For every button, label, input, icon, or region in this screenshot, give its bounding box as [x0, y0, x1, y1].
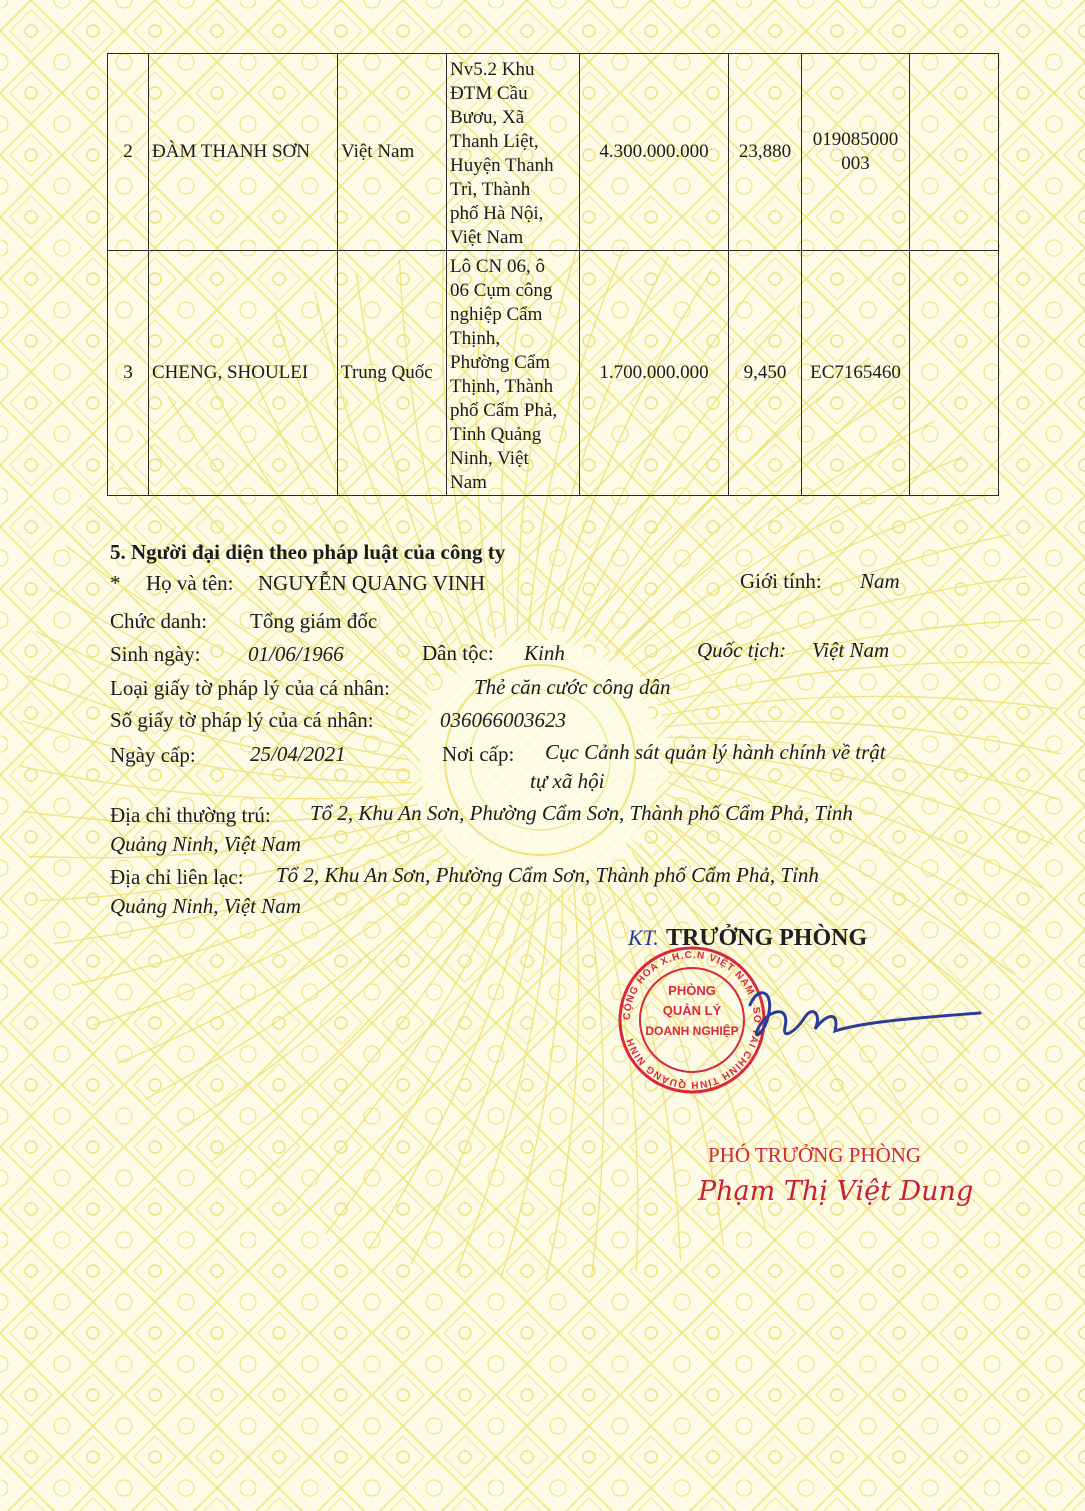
- svg-text:DOANH NGHIỆP: DOANH NGHIỆP: [645, 1024, 739, 1038]
- row-stt: 2: [108, 54, 149, 251]
- member-capital: 4.300.000.000: [580, 54, 729, 251]
- doc-number-label: Số giấy tờ pháp lý của cá nhân:: [110, 708, 374, 732]
- address-line: ĐTM Cầu: [450, 83, 528, 104]
- signature-prefix: KT.: [628, 925, 659, 950]
- contact-address-line1: Tổ 2, Khu An Sơn, Phường Cẩm Sơn, Thành phố Cẩm Phả, Tỉnh: [276, 863, 819, 887]
- table-row: [108, 251, 999, 496]
- contact-address-label: Địa chỉ liên lạc:: [110, 865, 244, 889]
- address-line: Thịnh,: [450, 328, 501, 349]
- address-line: Ninh, Việt: [450, 448, 529, 469]
- name-value: NGUYỄN QUANG VINH: [258, 571, 486, 595]
- address-line: Bươu, Xã: [450, 107, 525, 128]
- issue-date-value: 25/04/2021: [250, 742, 346, 766]
- member-address: [447, 251, 580, 496]
- member-name: CHENG, SHOULEI: [149, 251, 338, 496]
- row-stt: 3: [108, 251, 149, 496]
- contact-address-line2: Quảng Ninh, Việt Nam: [110, 894, 301, 918]
- svg-text:PHÒNG: PHÒNG: [668, 983, 716, 998]
- section-heading: 5. Người đại diện theo pháp luật của công ty: [110, 540, 506, 564]
- bullet-marker: *: [110, 571, 121, 595]
- address-line: phố Hà Nội,: [450, 203, 544, 224]
- members-table: [107, 53, 999, 496]
- nationality-label: Quốc tịch:: [697, 638, 787, 662]
- member-nationality: Việt Nam: [338, 54, 447, 251]
- id-line: EC7165460: [810, 362, 901, 383]
- permanent-address-line1: Tổ 2, Khu An Sơn, Phường Cẩm Sơn, Thành phố Cẩm Phả, Tỉnh: [310, 801, 853, 825]
- doc-number-value: 036066003623: [440, 708, 566, 732]
- address-line: Trì, Thành: [450, 179, 531, 200]
- name-label: Họ và tên:: [146, 571, 234, 595]
- issue-place-line1: Cục Cảnh sát quản lý hành chính về trật: [545, 740, 886, 764]
- address-line: Nv5.2 Khu: [450, 59, 535, 80]
- permanent-address-line2: Quảng Ninh, Việt Nam: [110, 832, 301, 856]
- member-note: [910, 251, 999, 496]
- member-id: [802, 251, 910, 496]
- issue-date-label: Ngày cấp:: [110, 743, 196, 767]
- address-line: Phường Cẩm: [450, 352, 551, 373]
- dob-label: Sinh ngày:: [110, 642, 201, 666]
- dob-value: 01/06/1966: [248, 642, 344, 666]
- deputy-name-signature: Phạm Thị Việt Dung: [698, 1176, 974, 1207]
- gender-value: Nam: [860, 569, 900, 593]
- svg-text:QUẢN LÝ: QUẢN LÝ: [662, 1003, 722, 1018]
- address-line: Huyện Thanh: [450, 155, 554, 176]
- address-line: Thịnh, Thành: [450, 376, 554, 397]
- address-line: Lô CN 06, ô: [450, 256, 545, 277]
- id-line: 003: [841, 153, 870, 174]
- table-row: [108, 54, 999, 251]
- deputy-title: PHÓ TRƯỞNG PHÒNG: [708, 1143, 922, 1167]
- ethnic-label: Dân tộc:: [422, 641, 494, 665]
- address-line: 06 Cụm công: [450, 280, 553, 301]
- member-ratio: 23,880: [729, 54, 802, 251]
- nationality-value: Việt Nam: [812, 638, 890, 662]
- member-id: [802, 54, 910, 251]
- address-line: Thanh Liệt,: [450, 131, 539, 152]
- doc-type-value: Thẻ căn cước công dân: [474, 675, 671, 699]
- address-line: nghiệp Cẩm: [450, 304, 543, 325]
- svg-text:CỘNG HÒA X.H.C.N VIỆT NAM · SỞ: CỘNG HÒA X.H.C.N VIỆT NAM · SỞ TÀI CHÍNH TỈNH QUẢNG NINH: [621, 949, 763, 1091]
- doc-type-label: Loại giấy tờ pháp lý của cá nhân:: [110, 676, 390, 700]
- member-capital: 1.700.000.000: [580, 251, 729, 496]
- member-ratio: 9,450: [729, 251, 802, 496]
- address-line: phố Cẩm Phả,: [450, 400, 558, 421]
- issue-place-label: Nơi cấp:: [442, 742, 515, 766]
- official-seal-and-signature: [600, 945, 1000, 1095]
- signature-title: TRƯỞNG PHÒNG: [666, 925, 868, 951]
- member-name: ĐÀM THANH SƠN: [149, 54, 338, 251]
- address-line: Việt Nam: [450, 227, 524, 248]
- address-line: Tỉnh Quảng: [450, 424, 542, 445]
- id-line: 019085000: [812, 129, 899, 150]
- permanent-address-label: Địa chỉ thường trú:: [110, 803, 271, 827]
- gender-label: Giới tính:: [740, 569, 822, 593]
- member-note: [910, 54, 999, 251]
- address-line: Nam: [450, 472, 487, 493]
- red-seal-icon: [620, 948, 764, 1092]
- member-nationality: Trung Quốc: [338, 251, 447, 496]
- handwritten-signature-icon: [750, 993, 980, 1035]
- ethnic-value: Kinh: [524, 641, 565, 665]
- member-address: [447, 54, 580, 251]
- title-value: Tổng giám đốc: [250, 609, 378, 633]
- issue-place-line2: tự xã hội: [530, 769, 605, 793]
- title-label: Chức danh:: [110, 609, 208, 633]
